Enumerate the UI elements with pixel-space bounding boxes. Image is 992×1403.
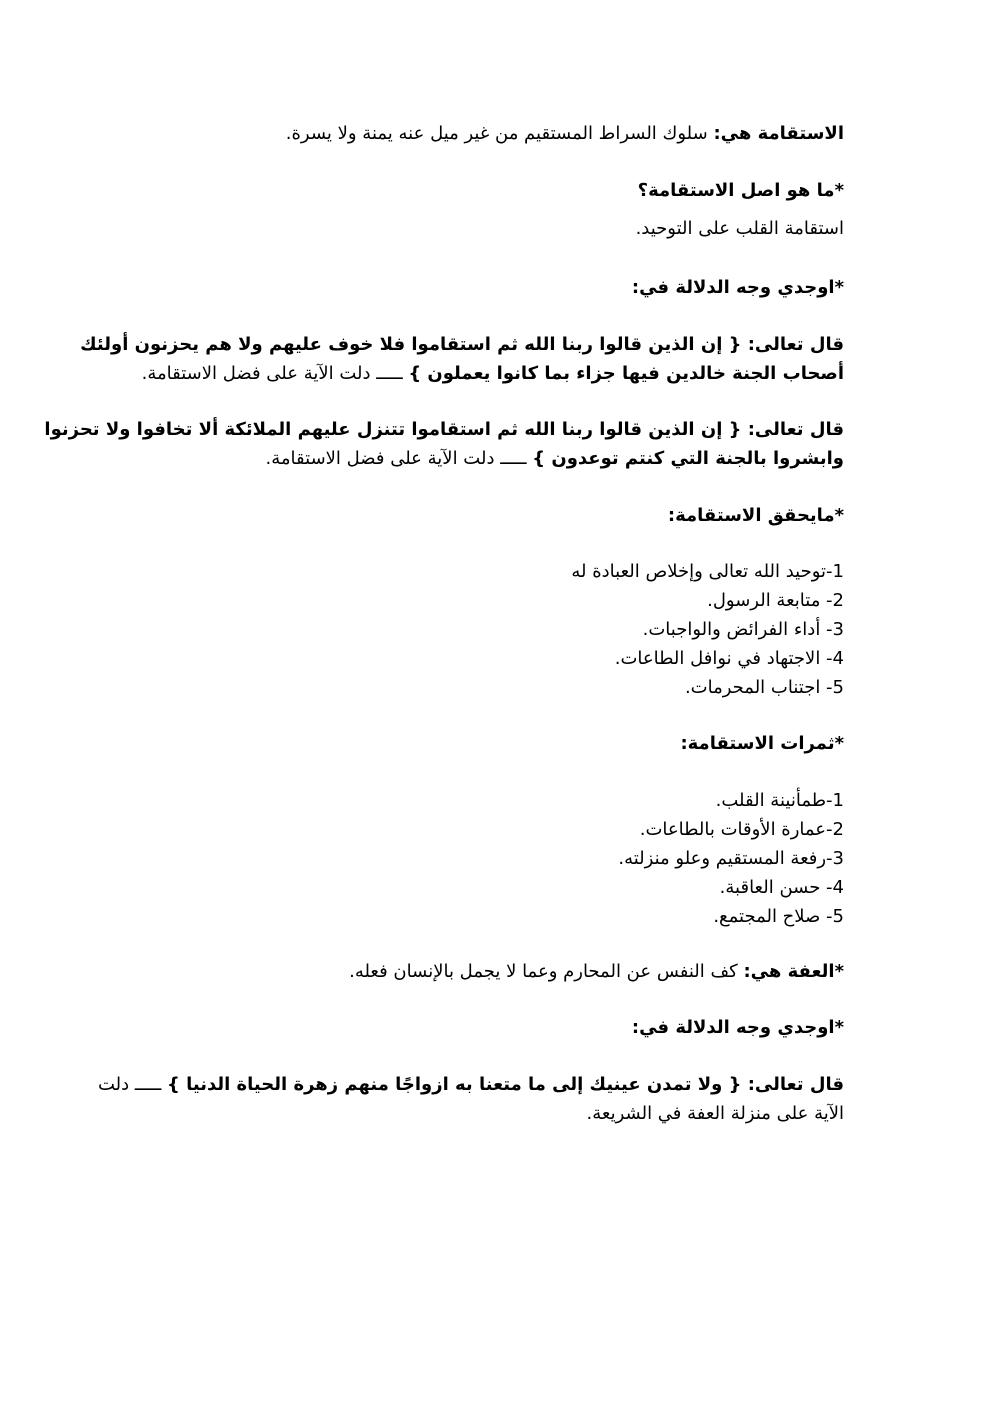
origin-answer: استقامة القلب على التوحيد. [635, 218, 844, 239]
istiqama-definition-label: الاستقامة هي: [713, 123, 844, 144]
verse-3-text: قال تعالى: { ولا تمدن عينيك إلى ما متعنا به ازواجًا منهم زهرة الحياة الدنيا } [167, 1074, 844, 1095]
verse-2-explanation: ـــــ دلت الآية على فضل الاستقامة. [265, 448, 533, 469]
fruits-list [144, 786, 844, 931]
verse-1-line-1: قال تعالى: { إن الذين قالوا ربنا الله ثم استقاموا فلا خوف عليهم ولا هم يحزنون أولئك [80, 334, 844, 355]
find-evidence-heading-1: *اوجدي وجه الدلالة في: [631, 277, 844, 298]
verse-2-text: وابشروا بالجنة التي كنتم توعدون } [532, 448, 844, 469]
verse-3 [98, 1070, 844, 1128]
iffa-definition-label: *العفة هي: [743, 961, 844, 982]
list-item: 3- أداء الفرائض والواجبات. [642, 619, 844, 640]
iffa-definition [144, 957, 844, 986]
verse-3-explanation-start: ـــــ دلت [98, 1074, 167, 1095]
verse-1-line-2 [141, 359, 844, 388]
verse-3-line-1 [98, 1070, 844, 1099]
find-evidence-heading-2: *اوجدي وجه الدلالة في: [631, 1017, 844, 1038]
verse-2-line-1: قال تعالى: { إن الذين قالوا ربنا الله ثم استقاموا تتنزل عليهم الملائكة ألا تخافوا ولا تحزنوا [44, 419, 844, 440]
istiqama-definition-text: سلوك السراط المستقيم من غير ميل عنه يمنة ولا يسرة. [285, 123, 708, 144]
verse-1 [80, 330, 844, 388]
iffa-definition-text: كف النفس عن المحارم وعما لا يجمل بالإنسان فعله. [349, 961, 738, 982]
verse-3-line-2: الآية على منزلة العفة في الشريعة. [586, 1103, 844, 1124]
list-item: 5- اجتناب المحرمات. [684, 677, 844, 698]
istiqama-definition [144, 119, 844, 148]
fruits-heading: *ثمرات الاستقامة: [680, 733, 844, 754]
achieve-list [144, 557, 844, 702]
list-item: 3-رفعة المستقيم وعلو منزلته. [618, 848, 844, 869]
list-item: 4- حسن العاقبة. [719, 877, 844, 898]
list-item: 1-توحيد الله تعالى وإخلاص العبادة له [571, 561, 844, 582]
achieve-heading: *مايحقق الاستقامة: [667, 505, 844, 526]
list-item: 2-عمارة الأوقات بالطاعات. [639, 819, 844, 840]
verse-1-explanation: ـــــ دلت الآية على فضل الاستقامة. [141, 363, 409, 384]
verse-2-line-2 [144, 444, 844, 473]
list-item: 1-طمأنينة القلب. [715, 790, 844, 811]
verse-1-text: أصحاب الجنة خالدين فيها جزاء بما كانوا يعملون } [408, 363, 844, 384]
list-item: 5- صلاح المجتمع. [713, 906, 844, 927]
verse-2 [44, 415, 844, 473]
list-item: 4- الاجتهاد في نوافل الطاعات. [614, 648, 844, 669]
origin-question-heading: *ما هو اصل الاستقامة؟ [637, 180, 844, 201]
list-item: 2- متابعة الرسول. [707, 590, 844, 611]
